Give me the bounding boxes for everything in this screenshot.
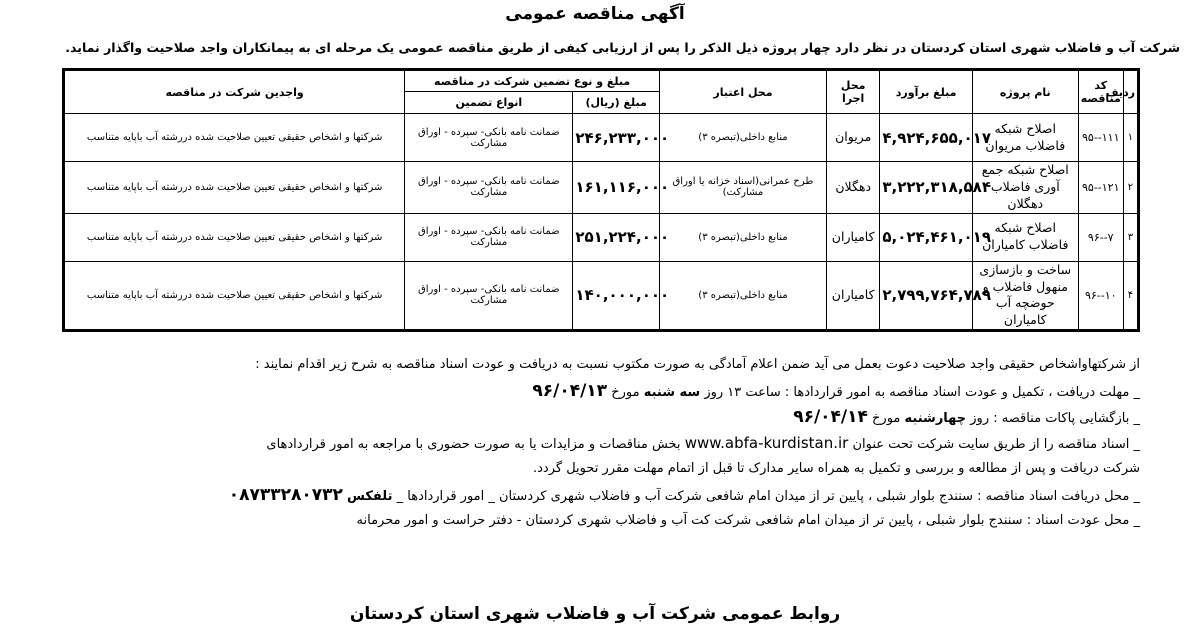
header-funding: محل اعتبار: [659, 70, 826, 114]
deadline-line: [0, 378, 1140, 404]
project-name: ساخت و بازسازی منهول فاضلاب و حوضچه آب کامیاران: [972, 261, 1078, 331]
execution-location: کامیاران: [827, 213, 880, 261]
header-location: محل اجرا: [827, 70, 880, 114]
header-qualified: واجدین شرکت در مناقصه: [64, 70, 405, 114]
documents-text-a: _ اسناد مناقصه را از طریق سایت شرکت تحت عنوان: [852, 437, 1140, 452]
telefax-label: تلفکس: [347, 489, 393, 504]
footer-signature: روابط عمومی شرکت آب و فاضلاب شهری استان کردستان: [349, 604, 841, 624]
documents-text-b: بخش مناقصات و مزایدات یا به صورت حضوری با مراجعه به امور قراردادهای: [266, 437, 681, 452]
guarantee-type: ضمانت نامه بانکی- سپرده - اوراق مشارکت: [405, 213, 573, 261]
tender-code: ۹۶--۷: [1078, 213, 1123, 261]
estimate-amount: ۳,۲۲۲,۳۱۸,۵۸۴: [880, 162, 973, 214]
execution-location: کامیاران: [827, 261, 880, 331]
guarantee-type: ضمانت نامه بانکی- سپرده - اوراق مشارکت: [405, 162, 573, 214]
opening-day: چهارشنبه: [904, 411, 967, 426]
qualified-bidders: شرکتها و اشخاص حقیقی تعیین صلاحیت شده دررشته آب باپایه متناسب: [64, 114, 405, 162]
tender-table: [62, 68, 1140, 332]
receive-place: _ محل دریافت اسناد مناقصه : سنندج بلوار شبلی ، پایین تر از میدان امام شافعی شرکت آب و فاضلاب شهری کردستان _ امور قراردادها _: [396, 489, 1140, 504]
tender-code: ۹۵--۱۱۱: [1078, 114, 1123, 162]
tender-code: ۹۵--۱۲۱: [1078, 162, 1123, 214]
documents-line-2: شرکت دریافت و پس از مطالعه و بررسی و تکمیل به همراه سایر مدارک تا قبل از اتمام مهلت مقرر تحویل گردد.: [532, 461, 1140, 476]
deadline-day: سه شنبه: [643, 385, 701, 400]
tender-code: ۹۶--۱۰: [1078, 261, 1123, 331]
guarantee-amount: ۲۴۶,۲۳۳,۰۰۰: [573, 114, 660, 162]
funding-source: منابع داخلی(تبصره ۳): [659, 261, 826, 331]
header-guarantee-amount: مبلغ (ریال): [573, 92, 660, 114]
estimate-amount: ۵,۰۲۴,۴۶۱,۰۱۹: [880, 213, 973, 261]
qualified-bidders: شرکتها و اشخاص حقیقی تعیین صلاحیت شده دررشته آب باپایه متناسب: [64, 261, 405, 331]
opening-line: [0, 404, 1140, 430]
row-number: ۲: [1123, 162, 1138, 214]
guarantee-amount: ۱۶۱,۱۱۶,۰۰۰: [573, 162, 660, 214]
project-name: اصلاح شبکه جمع آوری فاضلاب دهگلان: [972, 162, 1078, 214]
opening-dated: مورخ: [872, 411, 901, 426]
execution-location: دهگلان: [827, 162, 880, 214]
row-number: ۱: [1123, 114, 1138, 162]
deadline-dated: مورخ: [611, 385, 640, 400]
deadline-date: ۹۶/۰۴/۱۳: [532, 381, 608, 401]
announcement-intro: شرکت آب و فاضلاب شهری استان کردستان در نظر دارد چهار پروژه ذیل الذکر را پس از ارزیابی کیفی از طریق مناقصه عمومی یک مرحله ای به پیمانکاران واجد صلاحیت واگذار نماید.: [65, 40, 1180, 55]
return-place: _ محل عودت اسناد : سنندج بلوار شبلی ، پایین تر از میدان امام شافعی شرکت کت آب و فاضلاب شهری کردستان - دفتر حراست و امور محرمانه: [356, 513, 1140, 528]
opening-label: _ بازگشایی پاکات مناقصه : روز: [970, 411, 1140, 426]
funding-source: منابع داخلی(تبصره ۳): [659, 114, 826, 162]
announcement-title: آگهی مناقصه عمومی: [505, 4, 685, 24]
header-tender-code: کد مناقصه: [1078, 70, 1123, 114]
estimate-amount: ۲,۷۹۹,۷۶۴,۷۸۹: [880, 261, 973, 331]
invitation-text: از شرکتهاواشخاص حقیقی واجد صلاحیت دعوت بعمل می آید ضمن اعلام آمادگی به صورت مکتوب نسبت به دریافت و عودت اسناد مناقصه به شرح زیر اقدام نمایند :: [255, 357, 1140, 372]
execution-location: مریوان: [827, 114, 880, 162]
table-row: [64, 162, 1139, 214]
website-link[interactable]: www.abfa-kurdistan.ir: [684, 434, 849, 452]
header-guarantee-type: انواع تضمین: [405, 92, 573, 114]
guarantee-type: ضمانت نامه بانکی- سپرده - اوراق مشارکت: [405, 114, 573, 162]
guarantee-type: ضمانت نامه بانکی- سپرده - اوراق مشارکت: [405, 261, 573, 331]
guarantee-amount: ۱۴۰,۰۰۰,۰۰۰: [573, 261, 660, 331]
opening-date: ۹۶/۰۴/۱۴: [793, 407, 868, 427]
row-number: ۳: [1123, 213, 1138, 261]
row-number: ۴: [1123, 261, 1138, 331]
estimate-amount: ۴,۹۲۴,۶۵۵,۰۱۷: [880, 114, 973, 162]
header-project-name: نام پروژه: [972, 70, 1078, 114]
documents-line-1: [0, 430, 1140, 456]
header-estimate: مبلغ برآورد: [880, 70, 973, 114]
guarantee-amount: ۲۵۱,۲۲۴,۰۰۰: [573, 213, 660, 261]
funding-source: منابع داخلی(تبصره ۳): [659, 213, 826, 261]
table-row: [64, 114, 1139, 162]
funding-source: طرح عمرانی(اسناد خزانه یا اوراق مشارکت): [659, 162, 826, 214]
qualified-bidders: شرکتها و اشخاص حقیقی تعیین صلاحیت شده دررشته آب باپایه متناسب: [64, 162, 405, 214]
table-row: [64, 213, 1139, 261]
table-row: [64, 261, 1139, 331]
announcement-body: [0, 352, 1140, 534]
project-name: اصلاح شبکه فاضلاب مریوان: [972, 114, 1078, 162]
deadline-label: _ مهلت دریافت ، تکمیل و عودت اسناد مناقصه به امور قراردادها : ساعت ۱۳ روز: [704, 385, 1140, 400]
project-name: اصلاح شبکه فاضلاب کامیاران: [972, 213, 1078, 261]
header-row-number: ردیف: [1123, 70, 1138, 114]
qualified-bidders: شرکتها و اشخاص حقیقی تعیین صلاحیت شده دررشته آب باپایه متناسب: [64, 213, 405, 261]
receive-place-line: [0, 482, 1140, 508]
header-guarantee-group: مبلغ و نوع تضمین شرکت در مناقصه: [405, 70, 660, 92]
telefax-number: ۰۸۷۳۳۲۸۰۷۳۲: [228, 485, 343, 505]
